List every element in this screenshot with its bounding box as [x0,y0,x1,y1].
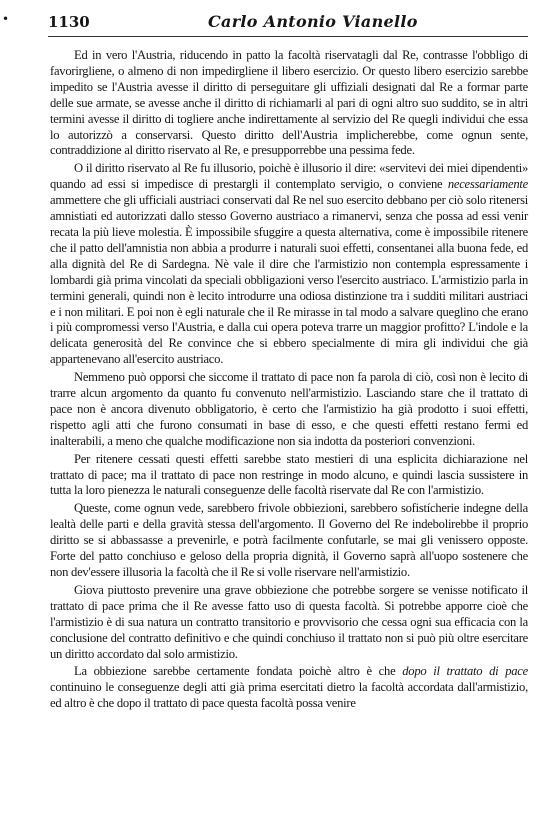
paragraph [50,161,528,368]
text-segment: ammettere che gli ufficiali austriaci conservati dal Re nel suo esercito debbano per ciò solo ritenersi amnistiati ed autorizzati dallo stesso Governo austriaco a rimanervi, senza che possa ad essi venir recata la più lieve molestia. È impossibile sfuggire a questa alternativa, come è impossibile ritenere che il patto dell'amnistia non abbia a produrre i naturali suoi effetti, consentanei alla buona fede, ed alla dignità del Re di Sardegna. Nè vale il dire che l'armistizio non contempla espressamente i lombardi già prima vincolati da speciali obbligazioni verso l'esercito austriaco. L'armistizio parla in termini generali, quindi non è lecito introdurre una odiosa distinzione tra i sudditi militari austriaci e i non militari. E poi non è egli naturale che il Re mirasse in tal modo a salvare queglino che erano i più compromessi verso l'Austria, e dalla cui opera poteva trarre un maggior profitto? L'indole e la delicata generosità del Re convince che si ebbero specialmente di mira gli individui che già appartenevano all'esercito austriaco. [50,193,528,367]
text-segment: continuino le conseguenze degli atti già prima esercitati dietro la facoltà accordata dall'armistizio, ed altro è che dopo il trattato di pace questa facoltà possa venire [50,680,528,711]
paragraph [50,664,528,712]
page-header [48,11,528,35]
text-segment: O il diritto riservato al Re fu illusorio, poichè è illusorio il dire: «servitevi dei miei dipendenti» quando ad essi si impedisce di prestargli il contemplato servigio, o conviene [50,161,528,192]
body-text [50,48,528,714]
text-segment: La obbiezione sarebbe certamente fondata poichè altro è che [74,664,403,679]
text-segment: Per ritenere cessati questi effetti sarebbe stato mestieri di una esplicita dichiarazione nel trattato di pace; ma il trattato di pace non restringe in modo alcuno, e quindi lascia sussistere in tutta la loro pienezza le naturali conseguenze delle facoltà riservate dal Re con l'armistizio. [50,451,528,498]
margin-mark: • [2,12,10,26]
text-segment: Queste, come ognun vede, sarebbero frivole obbiezioni, sarebbero sofistícherie indegne della lealtà delle parti e della gravità stessa dell'argomento. Il Governo del Re indebolirebbe il proprio diritto se si abbassasse a prevenirle, e potrà facilmente confutarle, se mai gli venissero opposte. Forte del patto conchiuso e geloso della propria dignità, il Governo saprà all'uopo sostenere che non dev'essere illusoria la facoltà che il Re si volle riservare nell'armistizio. [50,501,528,579]
paragraph [50,583,528,663]
page-number: 1130 [48,13,90,31]
running-head: Carlo Antonio Vianello [208,12,418,31]
paragraph [50,370,528,450]
paragraph [50,48,528,159]
text-segment-italic: dopo il trattato di pace [402,664,528,679]
text-segment: Nemmeno può opporsi che siccome il trattato di pace non fa parola di ciò, così non è lecito di trarre alcun argomento da quanto fu convenuto nell'armistizio. Lasciando stare che il trattato di pace non è ancora divenuto obbligatorio, è certo che l'armistizio ha già prodotto i suoi effetti, rispetto agli atti che furono consumati in base di esso, e che questi effetti restano fermi ed inalterabili, a meno che qualche modificazione non sia indotta da posteriori convenzioni. [50,370,528,448]
text-segment-italic: necessariamente [447,177,528,192]
header-rule [48,36,528,37]
paragraph [50,501,528,581]
text-segment: Ed in vero l'Austria, riducendo in patto la facoltà riservatagli dal Re, contrasse l'obbligo di favorirgliene, o almeno di non impedirgliene il libero esercizio. Or questo libero esercizio sarebbe impedito se l'Austria avesse il diritto di perseguitare gli uffiziali designati dal Re a formar parte delle sue armate, se avesse anche il diritto di richiamarli al pari di ogni altro suo suddito, se in altri termini avesse il diritto di togliere anche indirettamente al servizio del Re quegli individui che essa lo autorizzò a conservarsi. Questo diritto dell'Austria implicherebbe, come ognun sente, contraddizione al diritto riservato al Re, e presupporrebbe una pessima fede. [50,48,528,158]
text-segment: Giova piuttosto prevenire una grave obbiezione che potrebbe sorgere se venisse notificato il trattato di pace prima che il Re avesse fatto uso di questa facoltà. Si potrebbe apporre cioè che l'armistizio è di sua natura un contratto transitorio e provvisorio che cessa ogni sua efficacia con la conclusione del contratto definitivo e che quindi conchiuso il trattato non si può più oltre esercitare un diritto accordato dal solo armistizio. [50,582,528,661]
paragraph [50,452,528,500]
